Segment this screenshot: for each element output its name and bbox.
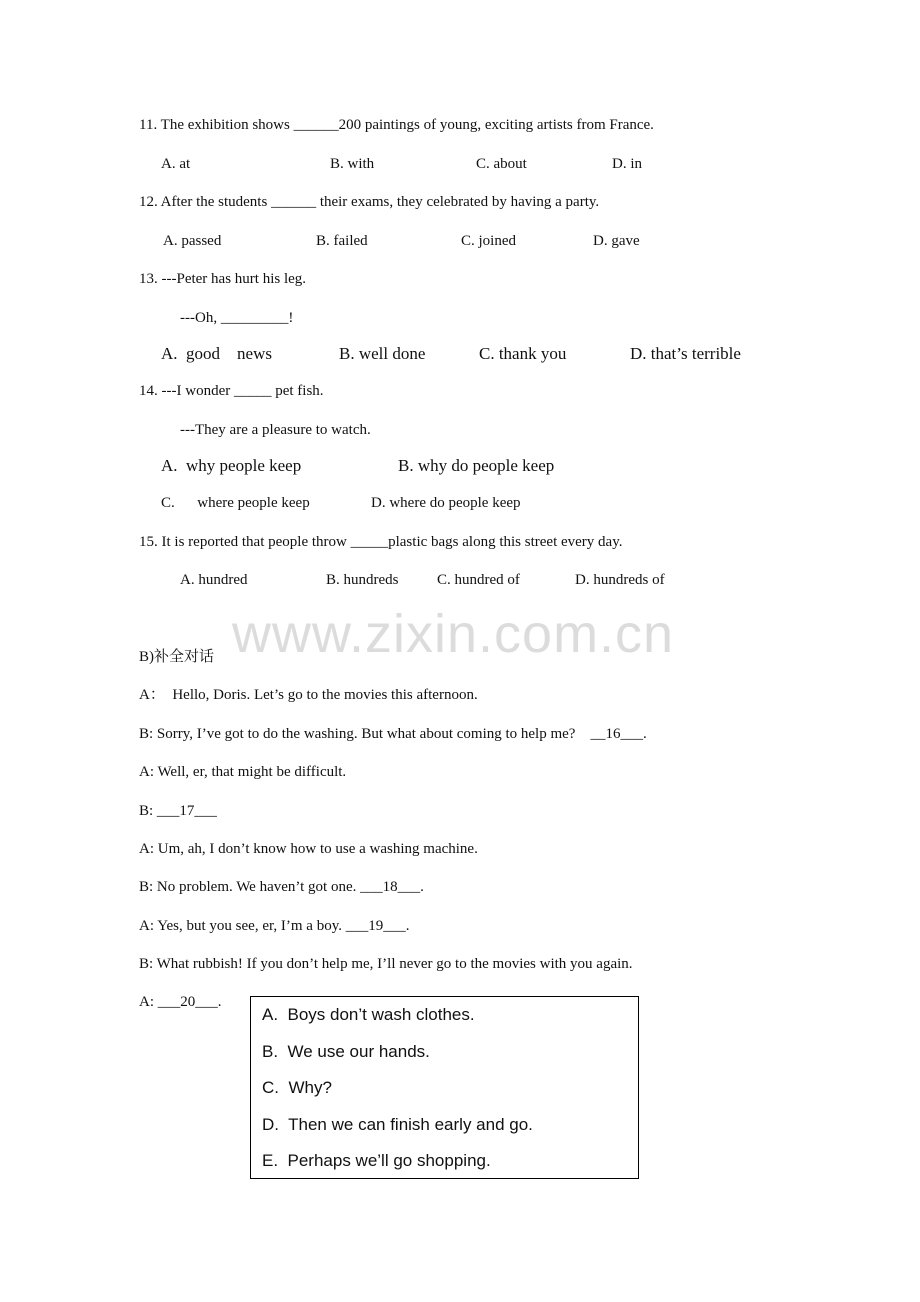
question-15-option-b: B. hundreds [326,572,399,588]
question-13-option-b: B. well done [339,344,426,363]
question-13-option-a: A. good news [161,344,272,363]
watermark: www.zixin.com.cn [232,604,675,664]
question-13-option-d: D. that’s terrible [630,344,741,363]
dialogue-line: B: No problem. We haven’t got one. ___18___. [139,879,424,895]
choice-d: D. Then we can finish early and go. [262,1115,533,1134]
question-14-response: ---They are a pleasure to watch. [180,422,371,438]
dialogue-line: A: Yes, but you see, er, I’m a boy. ___19___. [139,918,410,934]
question-14-option-a: A. why people keep [161,456,302,475]
question-11-stem: 11. The exhibition shows ______200 paintings of young, exciting artists from France. [139,117,654,133]
question-13-stem: 13. ---Peter has hurt his leg. [139,271,307,287]
question-14-option-c: C. where people keep [161,495,310,511]
question-11-option-c: C. about [476,156,527,172]
question-15-option-d: D. hundreds of [575,572,665,588]
question-15-option-a: A. hundred [180,572,248,588]
choice-b: B. We use our hands. [262,1042,430,1061]
question-12-stem: 12. After the students ______ their exams, they celebrated by having a party. [139,194,600,210]
dialogue-line: A: ___20___. [139,994,222,1010]
question-13-response: ---Oh, _________! [180,310,294,326]
section-b-heading: B)补全对话 [139,649,215,665]
question-12-option-d: D. gave [593,233,640,249]
question-11-option-b: B. with [330,156,375,172]
question-12-option-c: C. joined [461,233,516,249]
question-13-option-c: C. thank you [479,344,567,363]
choice-c: C. Why? [262,1078,332,1097]
question-14-stem: 14. ---I wonder _____ pet fish. [139,383,324,399]
question-15-stem: 15. It is reported that people throw _____plastic bags along this street every day. [139,534,623,550]
question-14-option-d: D. where do people keep [371,495,521,511]
question-14-option-b: B. why do people keep [398,456,555,475]
question-12-option-b: B. failed [316,233,368,249]
question-15-option-c: C. hundred of [437,572,520,588]
question-11-option-a: A. at [161,156,191,172]
dialogue-line: A: Well, er, that might be difficult. [139,764,347,780]
dialogue-line: B: Sorry, I’ve got to do the washing. But what about coming to help me? __16___. [139,726,647,742]
choice-a: A. Boys don’t wash clothes. [262,1005,475,1024]
dialogue-line: A： Hello, Doris. Let’s go to the movies this afternoon. [139,687,478,703]
dialogue-line: B: What rubbish! If you don’t help me, I’ll never go to the movies with you again. [139,956,633,972]
answer-choices-box [250,996,639,1179]
question-11-option-d: D. in [612,156,642,172]
choice-e: E. Perhaps we’ll go shopping. [262,1151,491,1170]
dialogue-line: A: Um, ah, I don’t know how to use a washing machine. [139,841,478,857]
question-12-option-a: A. passed [163,233,222,249]
dialogue-line: B: ___17___ [139,803,217,819]
